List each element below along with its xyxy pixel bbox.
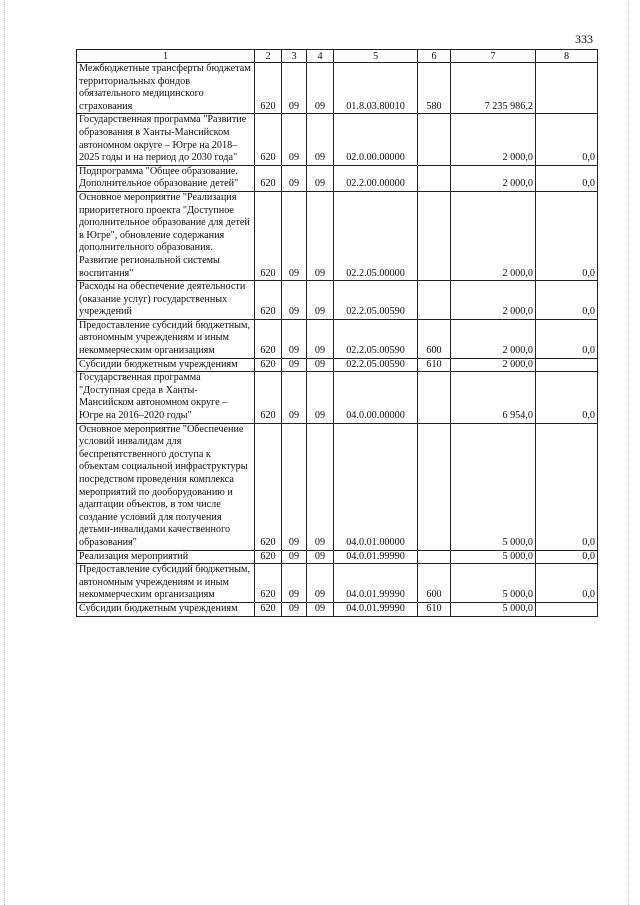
cell-col8: 0,0 <box>536 114 598 165</box>
cell-col3: 09 <box>282 319 307 358</box>
cell-col6: 600 <box>418 564 451 603</box>
table-row <box>77 358 598 372</box>
row-name: Предоставление субсидий бюджетным, автономным учреждениям и иным некоммерческим организациям <box>77 319 255 358</box>
cell-col3: 09 <box>282 564 307 603</box>
cell-col4: 09 <box>307 165 334 191</box>
cell-col5: 04.0.01.99990 <box>334 550 418 564</box>
cell-col6 <box>418 191 451 280</box>
cell-col8: 0,0 <box>536 319 598 358</box>
cell-col3: 09 <box>282 358 307 372</box>
cell-col3: 09 <box>282 372 307 423</box>
table-row <box>77 423 598 550</box>
table-row <box>77 191 598 280</box>
page-number: 333 <box>575 32 593 46</box>
cell-col7: 5 000,0 <box>451 602 536 616</box>
cell-col8: 0,0 <box>536 550 598 564</box>
table-row <box>77 319 598 358</box>
row-name: Реализация мероприятий <box>77 550 255 564</box>
table-row <box>77 372 598 423</box>
cell-col5: 02.2.05.00000 <box>334 191 418 280</box>
cell-col3: 09 <box>282 63 307 114</box>
cell-col2: 620 <box>255 564 282 603</box>
cell-col6: 610 <box>418 358 451 372</box>
cell-col5: 04.0.01.99990 <box>334 602 418 616</box>
row-name: Расходы на обеспечение деятельности (оказание услуг) государственных учреждений <box>77 281 255 320</box>
cell-col3: 09 <box>282 602 307 616</box>
table-row <box>77 281 598 320</box>
cell-col3: 09 <box>282 114 307 165</box>
header-row <box>77 50 598 63</box>
row-name: Государственная программа "Развитие образования в Ханты-Мансийском автономном округе – Югре на 2018–2025 годы и на период до 2030 года" <box>77 114 255 165</box>
cell-col7: 7 235 986,2 <box>451 63 536 114</box>
cell-col4: 09 <box>307 191 334 280</box>
table-row <box>77 550 598 564</box>
column-header: 3 <box>282 50 307 63</box>
cell-col7: 5 000,0 <box>451 564 536 603</box>
scan-edge-right <box>628 0 629 905</box>
cell-col2: 620 <box>255 281 282 320</box>
cell-col3: 09 <box>282 165 307 191</box>
cell-col2: 620 <box>255 191 282 280</box>
cell-col6 <box>418 165 451 191</box>
cell-col6 <box>418 423 451 550</box>
cell-col7: 2 000,0 <box>451 281 536 320</box>
cell-col5: 04.0.01.00000 <box>334 423 418 550</box>
table-row <box>77 602 598 616</box>
cell-col8 <box>536 602 598 616</box>
cell-col2: 620 <box>255 358 282 372</box>
row-name: Предоставление субсидий бюджетным, автономным учреждениям и иным некоммерческим организациям <box>77 564 255 603</box>
cell-col4: 09 <box>307 602 334 616</box>
cell-col8: 0,0 <box>536 281 598 320</box>
cell-col3: 09 <box>282 550 307 564</box>
cell-col7: 2 000,0 <box>451 165 536 191</box>
budget-table <box>76 49 598 617</box>
scan-edge-left <box>4 0 5 905</box>
table-row <box>77 63 598 114</box>
cell-col4: 09 <box>307 319 334 358</box>
cell-col6 <box>418 281 451 320</box>
cell-col3: 09 <box>282 191 307 280</box>
cell-col6 <box>418 372 451 423</box>
cell-col7: 5 000,0 <box>451 550 536 564</box>
cell-col6 <box>418 114 451 165</box>
cell-col5: 02.2.05.00590 <box>334 281 418 320</box>
cell-col2: 620 <box>255 63 282 114</box>
row-name: Основное мероприятие "Реализация приоритетного проекта "Доступное дополнительное образование для детей в Югре", обновление содержания дополнительного образования. Развитие региональной системы воспитания" <box>77 191 255 280</box>
table-row <box>77 114 598 165</box>
column-header: 8 <box>536 50 598 63</box>
cell-col5: 02.2.00.00000 <box>334 165 418 191</box>
column-header: 1 <box>77 50 255 63</box>
cell-col4: 09 <box>307 281 334 320</box>
cell-col5: 02.2.05.00590 <box>334 358 418 372</box>
cell-col4: 09 <box>307 114 334 165</box>
row-name: Субсидии бюджетным учреждениям <box>77 602 255 616</box>
cell-col4: 09 <box>307 423 334 550</box>
cell-col2: 620 <box>255 423 282 550</box>
cell-col8: 0,0 <box>536 372 598 423</box>
cell-col8: 0,0 <box>536 165 598 191</box>
cell-col8 <box>536 358 598 372</box>
cell-col3: 09 <box>282 423 307 550</box>
table-row <box>77 564 598 603</box>
cell-col8: 0,0 <box>536 191 598 280</box>
cell-col4: 09 <box>307 550 334 564</box>
cell-col2: 620 <box>255 114 282 165</box>
cell-col5: 04.0.00.00000 <box>334 372 418 423</box>
row-name: Основное мероприятие "Обеспечение условий инвалидам для беспрепятственного доступа к объектам социальной инфраструктуры посредством проведения комплекса мероприятий по дооборудованию и адаптации объектов, в том числе создание условий для получения детьми-инвалидами качественного образования" <box>77 423 255 550</box>
cell-col5: 02.0.00.00000 <box>334 114 418 165</box>
cell-col4: 09 <box>307 358 334 372</box>
cell-col4: 09 <box>307 63 334 114</box>
cell-col2: 620 <box>255 372 282 423</box>
cell-col2: 620 <box>255 165 282 191</box>
cell-col2: 620 <box>255 602 282 616</box>
column-header: 4 <box>307 50 334 63</box>
cell-col3: 09 <box>282 281 307 320</box>
column-header: 6 <box>418 50 451 63</box>
cell-col4: 09 <box>307 564 334 603</box>
table-row <box>77 165 598 191</box>
cell-col8 <box>536 63 598 114</box>
cell-col5: 01.8.03.80010 <box>334 63 418 114</box>
column-header: 5 <box>334 50 418 63</box>
row-name: Субсидии бюджетным учреждениям <box>77 358 255 372</box>
cell-col8: 0,0 <box>536 564 598 603</box>
row-name: Подпрограмма "Общее образование. Дополнительное образование детей" <box>77 165 255 191</box>
cell-col2: 620 <box>255 319 282 358</box>
cell-col5: 04.0.01.99990 <box>334 564 418 603</box>
row-name: Государственная программа "Доступная среда в Ханты-Мансийском автономном округе – Югре на 2016–2020 годы" <box>77 372 255 423</box>
cell-col6: 610 <box>418 602 451 616</box>
cell-col7: 2 000,0 <box>451 358 536 372</box>
cell-col7: 2 000,0 <box>451 114 536 165</box>
row-name: Межбюджетные трансферты бюджетам территориальных фондов обязательного медицинского страхования <box>77 63 255 114</box>
cell-col6: 600 <box>418 319 451 358</box>
cell-col8: 0,0 <box>536 423 598 550</box>
cell-col4: 09 <box>307 372 334 423</box>
cell-col2: 620 <box>255 550 282 564</box>
cell-col7: 5 000,0 <box>451 423 536 550</box>
cell-col6 <box>418 550 451 564</box>
cell-col6: 580 <box>418 63 451 114</box>
cell-col7: 2 000,0 <box>451 319 536 358</box>
column-header: 7 <box>451 50 536 63</box>
cell-col5: 02.2.05.00590 <box>334 319 418 358</box>
column-header: 2 <box>255 50 282 63</box>
cell-col7: 2 000,0 <box>451 191 536 280</box>
cell-col7: 6 954,0 <box>451 372 536 423</box>
